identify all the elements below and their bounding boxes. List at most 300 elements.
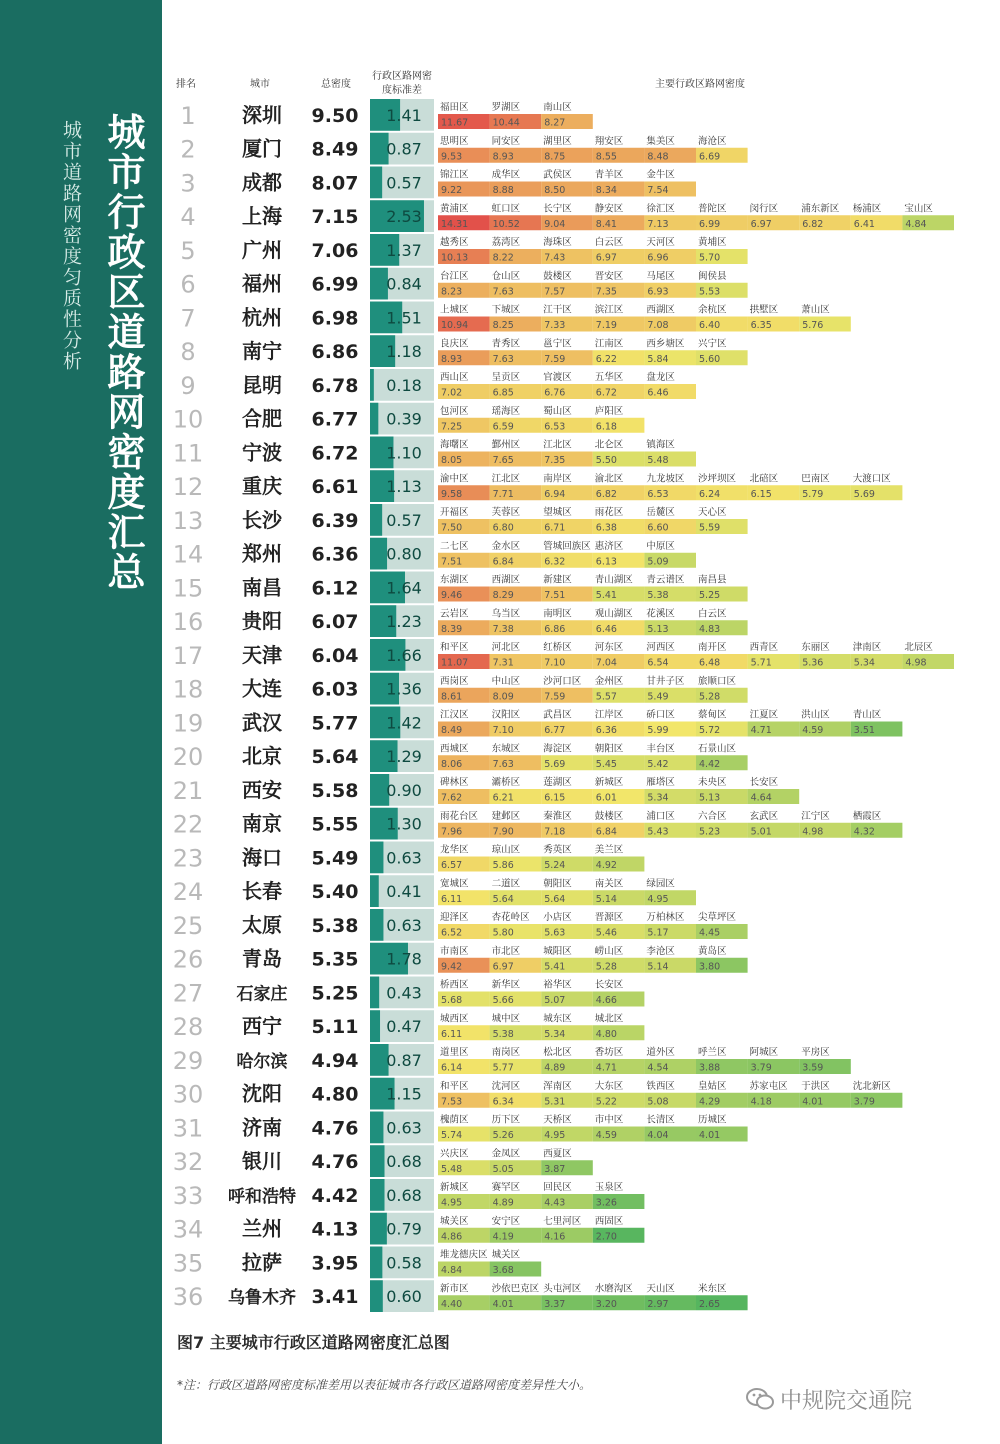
district-name: 渝北区 — [594, 473, 624, 485]
std-bar — [370, 1145, 385, 1177]
rank-label: 7 — [180, 304, 196, 333]
district-value: 8.48 — [647, 151, 669, 163]
district-name: 铁西区 — [646, 1080, 675, 1092]
page-subtitle: 城市道路网密度匀质性分析 — [60, 120, 82, 372]
district-value: 9.04 — [544, 218, 566, 230]
district-name: 海曙区 — [440, 439, 469, 451]
rank-label: 24 — [172, 878, 204, 907]
district-name: 黄埔区 — [698, 237, 727, 248]
district-name: 江夏区 — [749, 709, 779, 721]
district-name: 丰台区 — [646, 743, 675, 755]
total-density: 6.98 — [311, 307, 359, 330]
district-name: 天河区 — [646, 237, 675, 248]
district-value: 11.67 — [441, 117, 469, 129]
district-name: 北碚区 — [749, 473, 779, 485]
district-name: 青云谱区 — [646, 574, 685, 586]
district-name: 朝阳区 — [594, 743, 624, 755]
city-name: 天津 — [242, 642, 282, 667]
district-name: 万柏林区 — [646, 912, 685, 923]
city-name: 贵阳 — [242, 609, 282, 634]
district-name: 旅顺口区 — [698, 675, 737, 687]
district-name: 惠济区 — [594, 540, 624, 552]
district-value: 4.59 — [802, 725, 824, 736]
district-value: 5.76 — [802, 320, 824, 331]
district-value: 5.74 — [441, 1130, 463, 1141]
std-value: 1.64 — [386, 578, 422, 598]
district-value: 6.01 — [595, 792, 617, 804]
district-name: 青秀区 — [491, 338, 521, 350]
district-value: 5.99 — [647, 725, 669, 736]
district-name: 南岗区 — [491, 1047, 521, 1058]
district-value: 4.43 — [544, 1197, 566, 1209]
district-name: 西城区 — [440, 743, 469, 755]
district-name: 道外区 — [646, 1047, 675, 1058]
district-value: 5.53 — [699, 286, 721, 298]
district-name: 拱墅区 — [749, 304, 779, 316]
district-value: 7.33 — [544, 320, 566, 331]
district-name: 城阳区 — [543, 945, 572, 957]
district-name: 莲湖区 — [543, 777, 572, 788]
district-name: 硚口区 — [646, 709, 675, 721]
district-name: 沈北新区 — [852, 1080, 891, 1092]
city-name: 青岛 — [242, 946, 282, 971]
district-value: 5.13 — [647, 623, 669, 635]
std-value: 1.36 — [386, 679, 422, 699]
district-value: 6.11 — [441, 893, 463, 905]
district-value: 4.86 — [441, 1231, 463, 1243]
district-name: 未央区 — [698, 777, 727, 788]
district-value: 8.49 — [441, 725, 463, 736]
district-name: 沙坪坝区 — [698, 473, 737, 485]
district-value: 4.45 — [699, 927, 721, 939]
district-name: 台江区 — [440, 270, 469, 282]
district-value: 7.50 — [441, 522, 463, 534]
district-value: 6.13 — [595, 556, 617, 568]
rank-label: 29 — [172, 1046, 204, 1075]
district-name: 蔡甸区 — [698, 709, 727, 721]
district-name: 赛罕区 — [491, 1182, 521, 1193]
district-name: 闽侯县 — [698, 270, 727, 282]
rank-label: 32 — [172, 1148, 204, 1177]
std-value: 1.30 — [386, 814, 422, 834]
city-name: 福州 — [242, 271, 282, 296]
city-name: 郑州 — [242, 541, 282, 566]
total-density: 6.99 — [311, 273, 359, 296]
district-value: 3.79 — [853, 1096, 875, 1108]
district-name: 杏花岭区 — [491, 912, 530, 923]
district-value: 5.28 — [699, 691, 721, 703]
district-name: 灞桥区 — [491, 777, 521, 788]
district-name: 金牛区 — [646, 169, 675, 181]
district-name: 长清区 — [646, 1114, 675, 1126]
district-value: 4.64 — [750, 792, 772, 804]
district-name: 白云区 — [594, 237, 624, 248]
district-value: 8.93 — [441, 353, 463, 365]
district-value: 7.51 — [441, 556, 463, 568]
district-value: 5.64 — [492, 893, 514, 905]
district-value: 6.46 — [647, 387, 669, 399]
district-value: 3.59 — [802, 1062, 824, 1074]
district-value: 5.48 — [647, 455, 669, 466]
district-name: 浦口区 — [646, 810, 675, 822]
district-value: 5.45 — [595, 758, 617, 770]
total-density: 5.77 — [311, 712, 359, 735]
district-value: 5.68 — [441, 995, 463, 1006]
district-name: 天山区 — [646, 1283, 675, 1295]
district-value: 7.54 — [647, 185, 669, 196]
district-name: 管城回族区 — [543, 540, 591, 552]
district-name: 渝中区 — [440, 473, 469, 485]
district-value: 5.41 — [544, 961, 566, 973]
district-value: 7.35 — [544, 455, 566, 466]
district-name: 龙华区 — [440, 844, 469, 856]
rank-label: 6 — [180, 270, 196, 299]
header-districts: 主要行政区路网密度 — [655, 79, 745, 90]
total-density: 6.61 — [311, 476, 359, 499]
district-name: 黄岛区 — [698, 945, 727, 957]
district-name: 宽城区 — [440, 878, 469, 890]
district-value: 4.42 — [699, 758, 721, 770]
district-name: 海沧区 — [698, 135, 727, 147]
district-value: 8.06 — [441, 758, 463, 770]
district-value: 5.14 — [595, 893, 617, 905]
district-value: 7.10 — [492, 725, 514, 736]
district-value: 6.35 — [750, 320, 772, 331]
district-name: 津南区 — [852, 642, 882, 653]
district-value: 10.13 — [441, 252, 469, 264]
district-value: 3.87 — [544, 1163, 566, 1175]
district-name: 二七区 — [440, 540, 469, 552]
district-value: 6.60 — [647, 522, 669, 534]
district-name: 碑林区 — [440, 777, 469, 788]
district-name: 秦淮区 — [543, 810, 572, 822]
district-value: 5.59 — [699, 522, 721, 534]
rank-label: 11 — [172, 439, 204, 468]
district-value: 9.53 — [441, 151, 463, 163]
city-name: 兰州 — [242, 1216, 282, 1241]
district-name: 萧山区 — [801, 304, 830, 316]
district-value: 4.95 — [544, 1130, 566, 1141]
district-value: 5.09 — [647, 556, 669, 568]
district-name: 瑶海区 — [491, 405, 521, 417]
district-value: 6.52 — [441, 927, 463, 939]
rank-label: 17 — [172, 641, 204, 670]
rank-label: 18 — [172, 675, 204, 704]
district-name: 雨花台区 — [440, 810, 479, 822]
district-value: 9.58 — [441, 488, 463, 500]
district-value: 7.08 — [647, 320, 669, 331]
district-name: 兴宁区 — [698, 338, 727, 350]
district-value: 3.26 — [595, 1197, 617, 1209]
district-value: 7.04 — [595, 657, 617, 669]
std-bar — [370, 167, 382, 199]
district-name: 江汉区 — [440, 709, 469, 721]
total-density: 4.76 — [311, 1117, 359, 1140]
city-name: 西安 — [242, 777, 282, 802]
district-value: 5.60 — [699, 353, 721, 365]
district-name: 大渡口区 — [852, 473, 891, 485]
district-name: 红桥区 — [543, 642, 572, 653]
district-value: 4.92 — [595, 860, 617, 871]
district-value: 7.63 — [492, 286, 514, 298]
district-name: 南山区 — [543, 102, 572, 113]
std-value: 0.57 — [386, 510, 422, 530]
district-name: 朝阳区 — [543, 878, 572, 890]
district-name: 浑南区 — [543, 1080, 572, 1092]
footnote: *注：行政区道路网密度标准差用以表征城市各行政区道路网密度差异性大小。 — [177, 1378, 592, 1392]
district-name: 城关区 — [440, 1215, 469, 1227]
district-name: 青山区 — [852, 709, 882, 721]
district-name: 六合区 — [698, 810, 727, 822]
district-value: 8.93 — [492, 151, 514, 163]
total-density: 3.41 — [311, 1286, 359, 1309]
rank-label: 33 — [172, 1181, 204, 1210]
district-name: 江岸区 — [594, 709, 624, 721]
district-name: 头屯河区 — [543, 1283, 582, 1295]
district-name: 罗湖区 — [491, 102, 521, 113]
district-name: 小店区 — [543, 912, 572, 923]
district-value: 6.82 — [802, 218, 824, 230]
district-value: 7.59 — [544, 691, 566, 703]
district-name: 开福区 — [440, 507, 469, 518]
district-name: 美兰区 — [594, 844, 624, 856]
district-name: 河西区 — [646, 642, 675, 653]
district-value: 6.32 — [544, 556, 566, 568]
std-value: 0.39 — [386, 409, 422, 429]
district-name: 武侯区 — [543, 169, 572, 181]
district-value: 5.63 — [544, 927, 566, 939]
std-bar — [370, 403, 378, 435]
total-density: 6.78 — [311, 374, 359, 397]
district-value: 2.97 — [647, 1298, 669, 1310]
city-name: 昆明 — [242, 372, 282, 397]
district-name: 琼山区 — [491, 844, 521, 856]
district-value: 8.27 — [544, 117, 566, 129]
city-name: 呼和浩特 — [228, 1186, 296, 1207]
std-value: 1.78 — [386, 949, 422, 969]
district-name: 绿园区 — [646, 878, 675, 890]
rank-label: 12 — [172, 473, 204, 502]
district-name: 呼兰区 — [698, 1047, 727, 1058]
std-value: 2.53 — [386, 207, 422, 227]
std-value: 1.15 — [386, 1084, 422, 1104]
district-name: 望城区 — [543, 507, 572, 518]
district-value: 8.25 — [492, 320, 514, 331]
district-value: 5.34 — [853, 657, 875, 669]
total-density: 6.03 — [311, 678, 359, 701]
district-value: 5.23 — [699, 826, 721, 838]
district-value: 6.77 — [544, 725, 566, 736]
district-name: 甘井子区 — [646, 675, 685, 687]
district-name: 新华区 — [491, 979, 521, 991]
district-name: 城关区 — [491, 1249, 521, 1261]
rank-label: 31 — [172, 1114, 204, 1143]
district-value: 5.72 — [699, 725, 721, 736]
district-value: 6.94 — [544, 488, 566, 500]
rank-label: 3 — [180, 169, 196, 198]
district-value: 6.84 — [492, 556, 514, 568]
city-name: 杭州 — [242, 305, 282, 330]
district-value: 7.71 — [492, 488, 514, 500]
district-name: 岳麓区 — [646, 507, 675, 518]
district-name: 晋安区 — [594, 270, 624, 282]
district-value: 4.59 — [595, 1130, 617, 1141]
rank-label: 16 — [172, 608, 204, 637]
district-name: 中山区 — [491, 675, 521, 687]
std-bar — [370, 369, 374, 401]
rank-label: 22 — [172, 810, 204, 839]
district-name: 长宁区 — [543, 203, 572, 215]
district-name: 西乡塘区 — [646, 338, 685, 350]
district-name: 浦东新区 — [801, 203, 840, 215]
district-value: 6.24 — [699, 488, 721, 500]
city-name: 大连 — [242, 676, 282, 701]
district-value: 7.35 — [595, 286, 617, 298]
district-value: 5.17 — [647, 927, 669, 939]
district-value: 5.34 — [647, 792, 669, 804]
district-value: 5.28 — [595, 961, 617, 973]
district-value: 6.53 — [544, 421, 566, 433]
district-name: 思明区 — [440, 135, 469, 147]
district-value: 6.22 — [595, 353, 617, 365]
header-std: 行政区路网密度标准差 — [372, 71, 432, 96]
district-name: 白云区 — [698, 608, 727, 620]
district-name: 秀英区 — [543, 844, 572, 856]
district-name: 锦江区 — [440, 169, 469, 181]
district-value: 7.65 — [492, 455, 514, 466]
district-name: 西湖区 — [491, 574, 521, 586]
district-value: 4.84 — [441, 1265, 463, 1276]
district-name: 汉阳区 — [491, 709, 521, 721]
district-name: 香坊区 — [594, 1047, 624, 1058]
std-value: 0.43 — [386, 983, 422, 1003]
district-value: 6.14 — [441, 1062, 463, 1074]
rank-label: 10 — [172, 405, 204, 434]
std-bar — [370, 538, 387, 570]
city-name: 深圳 — [242, 102, 282, 127]
district-value: 6.54 — [647, 657, 669, 669]
district-name: 雨花区 — [594, 507, 624, 518]
std-value: 1.13 — [386, 477, 422, 497]
header-rank: 排名 — [176, 79, 196, 90]
district-name: 建邺区 — [491, 810, 521, 822]
district-name: 青山湖区 — [594, 574, 633, 586]
district-value: 6.21 — [492, 792, 514, 804]
total-density: 6.77 — [311, 408, 359, 431]
rank-label: 15 — [172, 574, 204, 603]
std-value: 1.51 — [386, 308, 422, 328]
district-name: 江北区 — [491, 473, 521, 485]
district-value: 2.65 — [699, 1298, 721, 1310]
total-density: 5.40 — [311, 881, 359, 904]
district-name: 荔湾区 — [491, 237, 521, 248]
district-name: 黄浦区 — [440, 203, 469, 215]
std-value: 1.23 — [386, 612, 422, 632]
total-density: 5.38 — [311, 914, 359, 937]
district-value: 4.83 — [699, 623, 721, 635]
district-value: 5.49 — [647, 691, 669, 703]
district-name: 平房区 — [801, 1047, 830, 1058]
district-value: 8.05 — [441, 455, 463, 466]
district-value: 5.69 — [544, 758, 566, 770]
district-name: 城北区 — [594, 1013, 624, 1025]
district-value: 3.88 — [699, 1062, 721, 1074]
district-value: 4.80 — [595, 1028, 617, 1040]
district-name: 桥西区 — [440, 979, 469, 991]
total-density: 6.12 — [311, 577, 359, 600]
district-name: 长安区 — [749, 777, 779, 788]
district-name: 下城区 — [491, 304, 521, 316]
district-name: 李沧区 — [646, 945, 675, 957]
district-value: 8.55 — [595, 151, 617, 163]
district-value: 7.43 — [544, 252, 566, 264]
total-density: 4.42 — [311, 1184, 359, 1207]
district-name: 马尾区 — [646, 270, 675, 282]
district-name: 庐阳区 — [594, 405, 624, 417]
rank-label: 4 — [180, 203, 196, 232]
district-name: 呈贡区 — [491, 372, 521, 383]
rank-label: 19 — [172, 709, 204, 738]
wechat-icon — [746, 1386, 774, 1412]
city-name: 成都 — [242, 170, 282, 195]
city-name: 银川 — [242, 1149, 282, 1174]
total-density: 5.64 — [311, 746, 359, 769]
total-density: 6.72 — [311, 442, 359, 465]
district-name: 中原区 — [646, 540, 675, 552]
district-value: 3.20 — [595, 1298, 617, 1310]
district-value: 4.89 — [544, 1062, 566, 1074]
district-name: 裕华区 — [543, 979, 572, 991]
total-density: 7.06 — [311, 239, 359, 262]
district-value: 8.61 — [441, 691, 463, 703]
district-name: 市北区 — [491, 945, 521, 957]
district-name: 迎泽区 — [440, 912, 469, 923]
district-name: 闵行区 — [749, 203, 779, 215]
total-density: 5.49 — [311, 847, 359, 870]
district-value: 7.59 — [544, 353, 566, 365]
district-value: 5.13 — [699, 792, 721, 804]
district-name: 晋源区 — [594, 912, 624, 923]
district-value: 5.24 — [544, 860, 566, 871]
district-value: 5.07 — [544, 995, 566, 1006]
district-name: 南关区 — [594, 878, 624, 890]
district-value: 8.09 — [492, 691, 514, 703]
district-value: 7.51 — [544, 590, 566, 601]
city-name: 济南 — [242, 1115, 282, 1140]
district-name: 南岸区 — [543, 473, 572, 485]
district-name: 槐荫区 — [440, 1114, 469, 1126]
city-name: 拉萨 — [242, 1250, 282, 1275]
district-value: 6.36 — [595, 725, 617, 736]
total-density: 5.55 — [311, 813, 359, 836]
std-value: 0.80 — [386, 544, 422, 564]
district-value: 11.07 — [441, 657, 469, 669]
district-name: 于洪区 — [801, 1080, 830, 1092]
district-value: 6.69 — [699, 151, 721, 163]
std-bar — [370, 1213, 387, 1245]
district-name: 沈河区 — [491, 1080, 521, 1092]
district-value: 7.57 — [544, 286, 566, 298]
district-value: 6.71 — [544, 522, 566, 534]
district-name: 南明区 — [543, 608, 572, 620]
district-value: 5.36 — [802, 657, 824, 669]
district-name: 雁塔区 — [646, 777, 675, 788]
district-name: 仓山区 — [491, 270, 521, 282]
total-density: 5.35 — [311, 948, 359, 971]
district-name: 石景山区 — [698, 743, 737, 755]
district-name: 市南区 — [440, 945, 469, 957]
district-value: 6.11 — [441, 1028, 463, 1040]
